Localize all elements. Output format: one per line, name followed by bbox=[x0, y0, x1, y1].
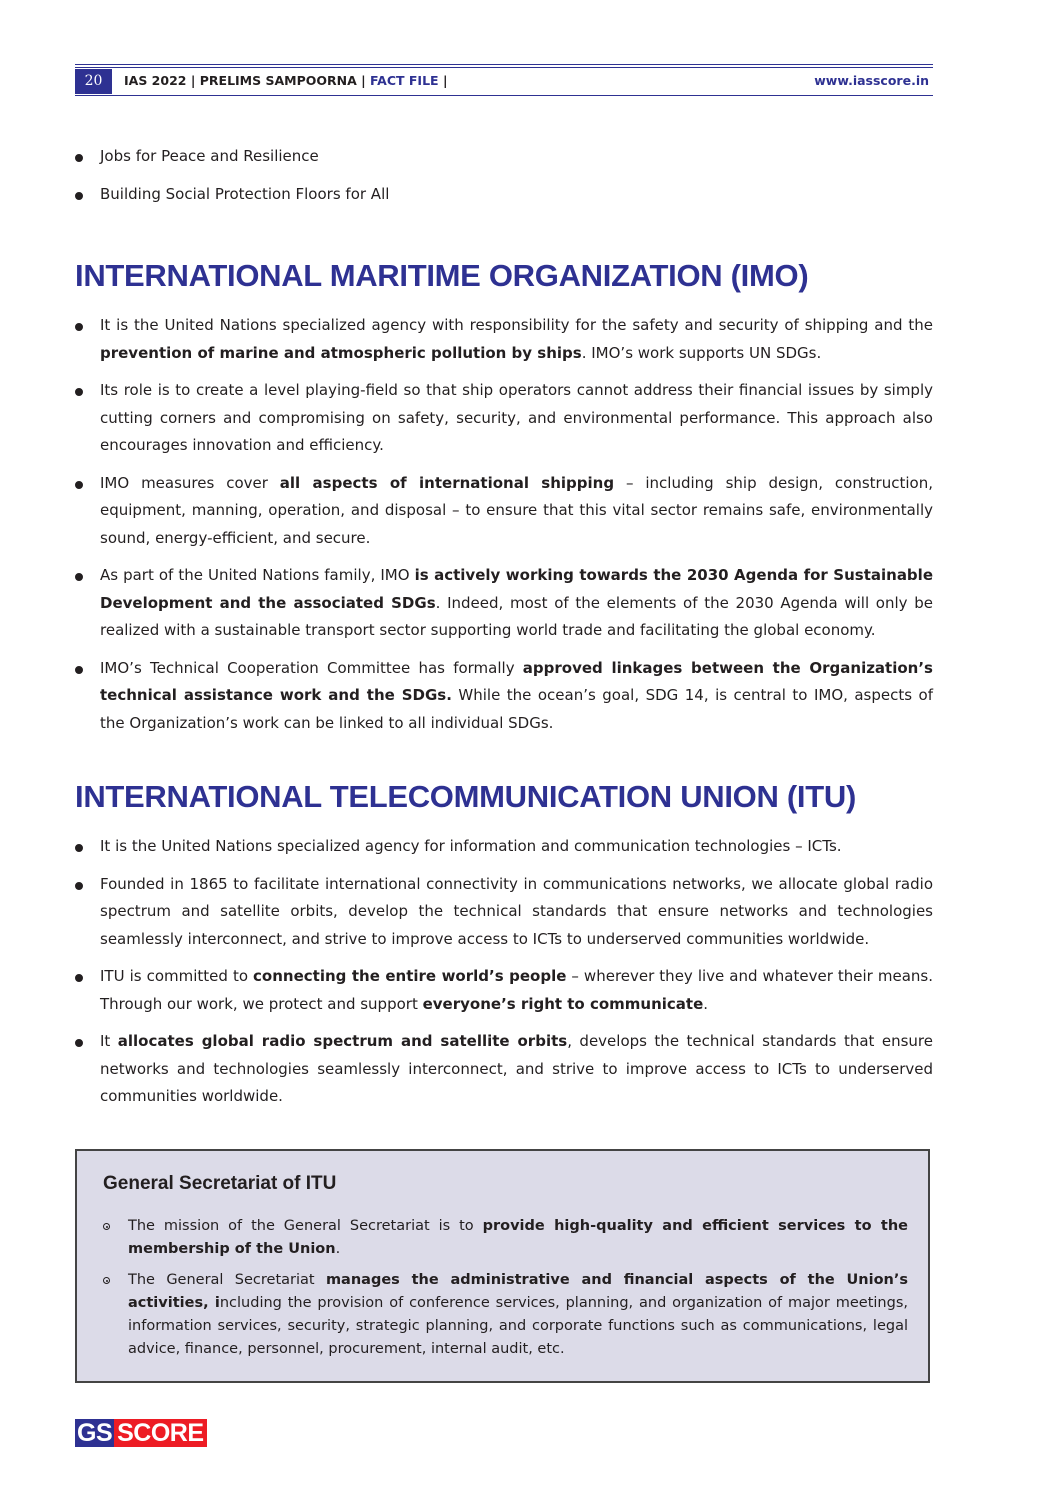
bullet-icon bbox=[75, 1039, 83, 1047]
itu-bullet-list bbox=[75, 833, 933, 1111]
header-rule bbox=[75, 95, 933, 96]
bullet-item bbox=[75, 655, 933, 738]
bullet-icon bbox=[75, 882, 83, 890]
header-rule bbox=[75, 67, 933, 68]
bullet-item bbox=[75, 312, 933, 367]
bullet-text-bold: allocates global radio spectrum and satellite orbits bbox=[117, 1032, 568, 1050]
header-title bbox=[124, 70, 448, 92]
bullet-text: While the ocean’s goal, SDG 14, is central to IMO, aspects of the Organization’s work can be linked to all individual SDGs. bbox=[100, 686, 934, 732]
logo-score: SCORE bbox=[114, 1419, 206, 1447]
page-content bbox=[75, 143, 933, 1121]
bullet-text-bold: is actively working towards the 2030 Agenda for Sustainable Development and the associated SDGs bbox=[100, 566, 933, 612]
bullet-icon bbox=[75, 388, 83, 396]
bullet-icon bbox=[75, 844, 83, 852]
bullet-text: It bbox=[100, 1032, 118, 1050]
bullet-icon bbox=[75, 154, 83, 162]
bullet-icon bbox=[103, 1277, 110, 1284]
imo-heading: INTERNATIONAL MARITIME ORGANIZATION (IMO) bbox=[75, 258, 809, 293]
bullet-icon bbox=[75, 573, 83, 581]
bullet-text: ncluding the provision of conference services, planning, and organization of major meetings, information services, security, strategic planning, and corporate functions such as communications, legal advice, finance, personnel, procurement, internal audit, etc. bbox=[128, 1295, 908, 1357]
bullet-text: ITU is committed to bbox=[100, 967, 254, 985]
header-rule bbox=[75, 64, 933, 65]
bullet-text-bold: all aspects of international shipping bbox=[279, 473, 615, 492]
bullet-text: Founded in 1865 to facilitate international connectivity in communications networks, we allocate global radio spectrum and satellite orbits, develop the technical standards that ensure networks and technologies seamlessly interconnect, and strive to improve access to ICTs to underserved communities worldwide. bbox=[100, 874, 933, 948]
bullet-item bbox=[75, 562, 933, 645]
bullet-item bbox=[75, 963, 933, 1018]
bullet-text: Its role is to create a level playing-field so that ship operators cannot address their financial issues by simply cutting corners and compromising on safety, security, and environmental performance. This approach also encourages innovation and efficiency. bbox=[100, 381, 933, 454]
bullet-text: , develops the technical standards that ensure networks and technologies seamlessly interconnect, and strive to improve access to ICTs to underserved communities worldwide. bbox=[100, 1032, 933, 1105]
bullet-text: It is the United Nations specialized agency with responsibility for the safety and security of shipping and the bbox=[100, 316, 933, 334]
bullet-text: . IMO’s work supports UN SDGs. bbox=[581, 343, 822, 362]
bullet-item bbox=[75, 470, 933, 553]
header-fact-file: FACT FILE bbox=[370, 73, 439, 88]
page-header bbox=[75, 64, 933, 98]
bullet-text: The mission of the General Secretariat is to bbox=[128, 1218, 483, 1234]
bullet-item bbox=[75, 833, 933, 861]
header-url[interactable]: www.iasscore.in bbox=[814, 73, 929, 88]
bullet-text-bold: approved linkages between the Organization’s technical assistance work and the SDGs. bbox=[100, 658, 933, 704]
bullet-item bbox=[75, 871, 933, 954]
bullet-icon bbox=[75, 481, 83, 489]
bullet-text: . Indeed, most of the elements of the 2030 Agenda will only be realized with a sustainable transport sector supporting world trade and facilitating the global economy. bbox=[100, 593, 933, 639]
bullet-icon bbox=[75, 192, 83, 200]
bullet-text: IMO’s Technical Cooperation Committee has formally bbox=[100, 658, 523, 677]
bullet-icon bbox=[75, 323, 83, 331]
bullet-item bbox=[103, 1215, 908, 1261]
bullet-item bbox=[75, 1028, 933, 1111]
bullet-text: The General Secretariat bbox=[128, 1272, 326, 1288]
bullet-text: . bbox=[703, 994, 709, 1013]
bullet-text: Building Social Protection Floors for All bbox=[100, 184, 390, 203]
imo-bullet-list bbox=[75, 312, 933, 737]
box-bullet-list bbox=[103, 1215, 908, 1369]
header-separator: | bbox=[442, 73, 448, 88]
bullet-text: As part of the United Nations family, IMO bbox=[100, 566, 415, 584]
bullet-text-bold: prevention of marine and atmospheric pollution by ships bbox=[100, 343, 582, 362]
box-heading: General Secretariat of ITU bbox=[103, 1173, 337, 1194]
bullet-text: – wherever they live and whatever their means. Through our work, we protect and support bbox=[100, 967, 933, 1013]
itu-heading: INTERNATIONAL TELECOMMUNICATION UNION (ITU) bbox=[75, 779, 856, 814]
bullet-text: IMO measures cover bbox=[100, 473, 280, 492]
bullet-text: . bbox=[335, 1241, 341, 1257]
gsscore-logo bbox=[75, 1419, 207, 1447]
bullet-text-bold: everyone’s right to communicate bbox=[422, 994, 704, 1013]
bullet-text: Jobs for Peace and Resilience bbox=[100, 147, 319, 165]
bullet-text-bold: manages the administrative and financial aspects of the Union’s activities, i bbox=[128, 1272, 908, 1311]
bullet-text: – including ship design, construction, equipment, manning, operation, and disposal – to ensure that this vital sector remains safe, environmentally sound, energy-efficient, and secure. bbox=[100, 473, 933, 547]
bullet-item bbox=[75, 377, 933, 460]
logo-gs: GS bbox=[77, 1419, 113, 1447]
bullet-item bbox=[75, 143, 933, 171]
bullet-icon bbox=[103, 1223, 110, 1230]
header-title-text: IAS 2022 | PRELIMS SAMPOORNA | bbox=[124, 73, 366, 88]
bullet-icon bbox=[75, 974, 83, 982]
bullet-text-bold: connecting the entire world’s people bbox=[253, 967, 567, 985]
bullet-item bbox=[103, 1269, 908, 1361]
page-number: 20 bbox=[75, 69, 112, 94]
bullet-text: It is the United Nations specialized agency for information and communication technologies – ICTs. bbox=[100, 837, 842, 855]
general-secretariat-box bbox=[75, 1149, 930, 1383]
bullet-item bbox=[75, 181, 933, 209]
bullet-text-bold: provide high-quality and efficient services to the membership of the Union bbox=[128, 1218, 908, 1257]
intro-bullet-list bbox=[75, 143, 933, 208]
bullet-icon bbox=[75, 666, 83, 674]
